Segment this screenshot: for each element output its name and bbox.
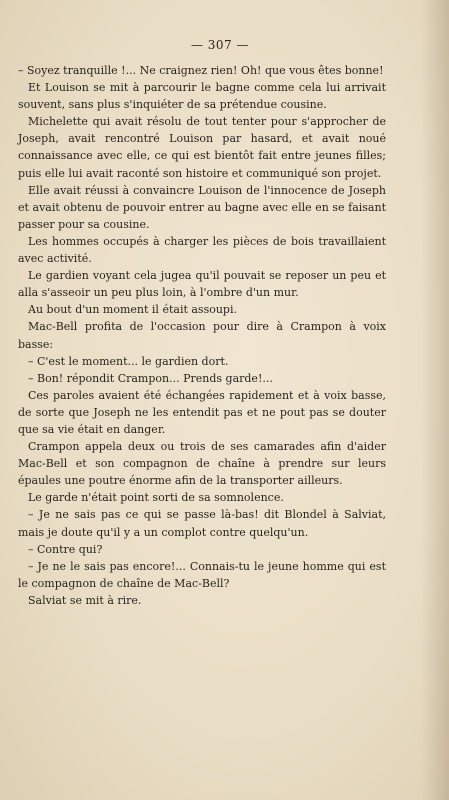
paragraph: Salviat se mit à rire. [28,593,142,607]
paragraph: Au bout d'un moment il était assoupi. [28,303,237,317]
paragraph: Ces paroles avaient été échangées rapidement et à voix basse, de sorte que Joseph ne les entendit pas et ne pout pas se douter que sa vie était en danger. [18,388,386,436]
body-text [18,62,386,609]
paragraph: – Je ne sais pas ce qui se passe là-bas! dit Blondel à Salviat, mais je doute qu'il y a un complot contre quelqu'un. [18,508,386,539]
paragraph: Le gardien voyant cela jugea qu'il pouvait se reposer un peu et alla s'asseoir un peu plus loin, à l'ombre d'un mur. [18,269,386,300]
paragraph: – Je ne le sais pas encore!... Connais-tu le jeune homme qui est le compagnon de chaîne de Mac-Bell? [18,559,386,590]
paragraph: – Contre qui? [28,542,103,556]
page-gutter-shadow [421,0,449,800]
paragraph: Michelette qui avait résolu de tout tenter pour s'approcher de Joseph, avait rencontré Louison par hasard, et avait noué connaissance avec elle, ce qui est bientôt fait entre jeunes filles; puis elle lui avait raconté son histoire et communiqué son projet. [18,115,386,180]
paragraph: Les hommes occupés à charger les pièces de bois travaillaient avec activité. [18,234,386,266]
paragraph: Et Louison se mit à parcourir le bagne comme cela lui arrivait souvent, sans plus s'inquiéter de sa prétendue cousine. [18,81,386,112]
paragraph: Le garde n'était point sorti de sa somnolence. [28,491,284,505]
paragraph: – Soyez tranquille !... Ne craignez rien! Oh! que vous êtes bonne! [18,64,384,77]
page-number: — 307 — [190,38,250,52]
paragraph: – Bon! répondit Crampon... Prends garde!... [28,371,273,385]
paragraph: – C'est le moment... le gardien dort. [28,354,229,368]
paragraph: Mac-Bell profita de l'occasion pour dire à Crampon à voix basse: [18,320,386,351]
paragraph: Elle avait réussi à convaincre Louison de l'innocence de Joseph et avait obtenu de pouvoir entrer au bagne avec elle en se faisant passer pour sa cousine. [18,183,386,231]
paragraph: Crampon appela deux ou trois de ses camarades afin d'aider Mac-Bell et son compagnon de chaîne à prendre sur leurs épaules une poutre énorme afin de la transporter ailleurs. [18,440,386,488]
